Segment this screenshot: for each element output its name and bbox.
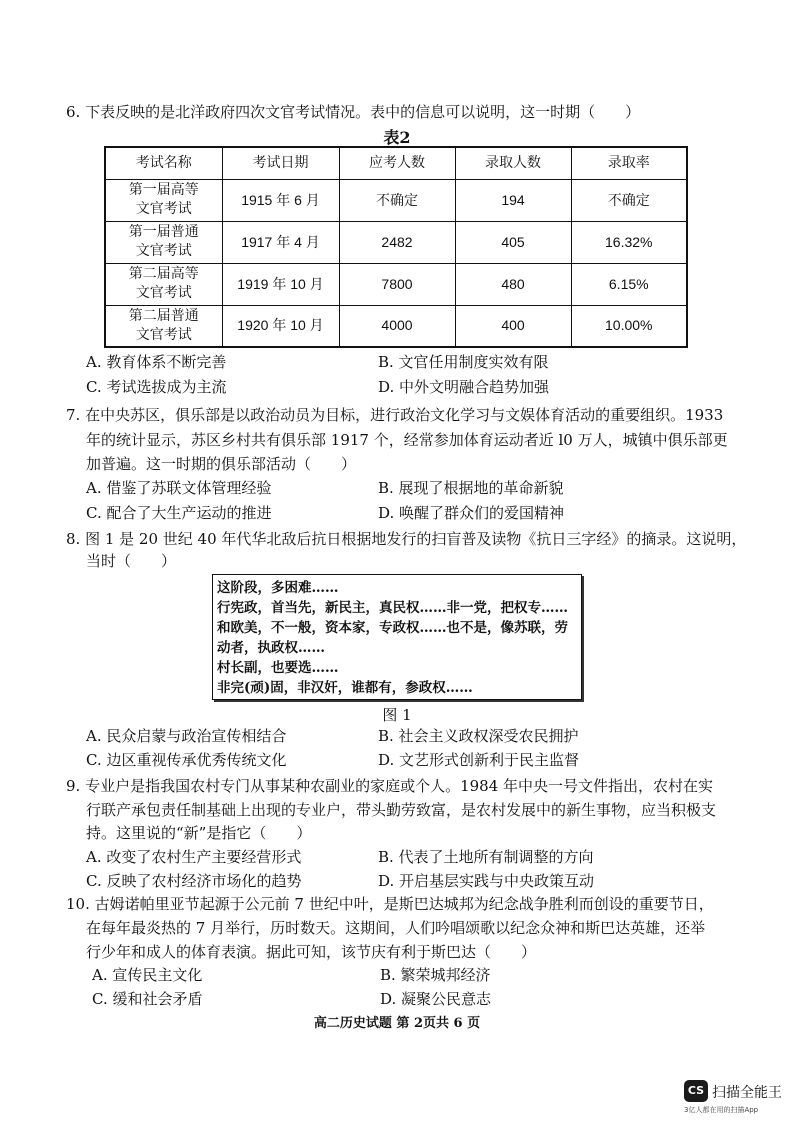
applicants-cell: 4000 xyxy=(339,305,455,347)
page-footer: 高二历史试题 第 2页共 6 页 xyxy=(313,1016,481,1031)
watermark-tagline: 3亿人都在用的扫描App xyxy=(684,1106,759,1114)
header-cell: 录取人数 xyxy=(455,147,571,179)
q7-option-d: D. 唤醒了群众们的爱国精神 xyxy=(378,504,565,522)
table-header-row xyxy=(105,147,687,179)
q8-option-c: C. 边区重视传承优秀传统文化 xyxy=(86,751,287,769)
q6-option-d: D. 中外文明融合趋势加强 xyxy=(378,378,550,396)
figure-line: 非完(顽)固，非汉奸，谁都有，参政权…… xyxy=(217,680,473,696)
q7-option-a: A. 借鉴了苏联文体管理经验 xyxy=(86,479,272,497)
figure-line: 村长副，也要选…… xyxy=(217,660,339,676)
exam-name-cell: 第一届普通 文官考试 xyxy=(105,221,222,263)
q10-stem-line: 行少年和成人的体育表演。据此可知，该节庆有利于斯巴达（ ） xyxy=(86,943,537,961)
q9-option-b: B. 代表了土地所有制调整的方向 xyxy=(378,848,594,866)
q6-option-c: C. 考试选拔成为主流 xyxy=(86,378,227,396)
q8-option-d: D. 文艺形式创新利于民主监督 xyxy=(378,751,580,769)
q10-option-c: C. 缓和社会矛盾 xyxy=(92,990,203,1008)
exam-name-cell: 第二届高等 文官考试 xyxy=(105,263,222,305)
figure-line: 这阶段，多困难…… xyxy=(217,580,339,596)
table-row xyxy=(105,305,687,347)
figure-line: 行宪政，首当先，新民主，真民权……非一党，把权专…… xyxy=(217,600,568,616)
table-caption: 表2 xyxy=(383,128,411,147)
admitted-cell: 405 xyxy=(455,221,571,263)
exam-date-cell: 1917 年 4 月 xyxy=(222,221,339,263)
table-row xyxy=(105,221,687,263)
watermark-name: 扫描全能王 xyxy=(712,1085,782,1101)
exam-name-cell: 第二届普通 文官考试 xyxy=(105,305,222,347)
q9-option-c: C. 反映了农村经济市场化的趋势 xyxy=(86,872,302,890)
q7-stem-line: 7. 在中央苏区，俱乐部是以政治动员为目标，进行政治文化学习与文娱体育活动的重要组织。1933 xyxy=(66,406,724,424)
table-row xyxy=(105,263,687,305)
q9-stem-line: 持。这里说的“新”是指它（ ） xyxy=(86,824,312,842)
q7-option-b: B. 展现了根据地的革命新貌 xyxy=(378,479,564,497)
q9-option-a: A. 改变了农村生产主要经营形式 xyxy=(86,848,302,866)
q10-stem-line: 在每年最炎热的 7 月举行，历时数天。这期间，人们吟唱颂歌以纪念众神和斯巴达英雄，还举 xyxy=(86,919,706,937)
header-cell: 应考人数 xyxy=(339,147,455,179)
q9-option-d: D. 开启基层实践与中央政策互动 xyxy=(378,872,595,890)
q8-stem-line: 当时（ ） xyxy=(86,552,177,570)
camscanner-logo-icon: CS xyxy=(684,1080,708,1102)
exam-date-cell: 1915 年 6 月 xyxy=(222,179,339,221)
header-cell: 录取率 xyxy=(571,147,687,179)
q7-stem-line: 加普遍。这一时期的俱乐部活动（ ） xyxy=(86,455,357,473)
applicants-cell: 2482 xyxy=(339,221,455,263)
q7-option-c: C. 配合了大生产运动的推进 xyxy=(86,504,272,522)
applicants-cell: 不确定 xyxy=(339,179,455,221)
q6-stem: 6. 下表反映的是北洋政府四次文官考试情况。表中的信息可以说明，这一时期（ ） xyxy=(66,103,641,121)
exam-date-cell: 1920 年 10 月 xyxy=(222,305,339,347)
q9-stem-line: 行联产承包责任制基础上出现的专业户，带头勤劳致富，是农村发展中的新生事物，应当积极支 xyxy=(86,801,717,819)
exam-date-cell: 1919 年 10 月 xyxy=(222,263,339,305)
q7-stem-line: 年的统计显示，苏区乡村共有俱乐部 1917 个，经常参加体育运动者近 l0 万人，城镇中俱乐部更 xyxy=(86,431,728,449)
rate-cell: 16.32% xyxy=(571,221,687,263)
q10-option-d: D. 凝聚公民意志 xyxy=(380,990,492,1008)
figure-caption: 图 1 xyxy=(382,706,412,724)
header-cell: 考试名称 xyxy=(105,147,222,179)
q8-option-b: B. 社会主义政权深受农民拥护 xyxy=(378,727,579,745)
admitted-cell: 480 xyxy=(455,263,571,305)
q9-stem-line: 9. 专业户是指我国农村专门从事某种农副业的家庭或个人。1984 年中央一号文件指出，农村在实 xyxy=(66,777,714,795)
header-cell: 考试日期 xyxy=(222,147,339,179)
q8-option-a: A. 民众启蒙与政治宣传相结合 xyxy=(86,727,287,745)
rate-cell: 6.15% xyxy=(571,263,687,305)
scanner-watermark xyxy=(684,1080,788,1116)
q8-stem-line: 8. 图 1 是 20 世纪 40 年代华北敌后抗日根据地发行的扫盲普及读物《抗日三字经》的摘录。这说明， xyxy=(66,530,747,548)
q6-option-b: B. 文官任用制度实效有限 xyxy=(378,353,549,371)
table-row xyxy=(105,179,687,221)
rate-cell: 不确定 xyxy=(571,179,687,221)
figure-line: 和欧美，不一般，资本家，专政权……也不是，像苏联，劳 xyxy=(217,620,568,636)
exam-table xyxy=(104,146,688,348)
figure-1-box xyxy=(212,574,582,700)
admitted-cell: 194 xyxy=(455,179,571,221)
admitted-cell: 400 xyxy=(455,305,571,347)
q10-option-a: A. 宣传民主文化 xyxy=(92,966,203,984)
figure-line: 动者，执政权…… xyxy=(217,640,325,656)
applicants-cell: 7800 xyxy=(339,263,455,305)
rate-cell: 10.00% xyxy=(571,305,687,347)
q6-option-a: A. 教育体系不断完善 xyxy=(86,353,227,371)
q10-stem-line: 10. 古姆诺帕里亚节起源于公元前 7 世纪中叶，是斯巴达城邦为纪念战争胜利而创设的重要节日， xyxy=(66,895,714,913)
q10-option-b: B. 繁荣城邦经济 xyxy=(380,966,491,984)
exam-name-cell: 第一届高等 文官考试 xyxy=(105,179,222,221)
